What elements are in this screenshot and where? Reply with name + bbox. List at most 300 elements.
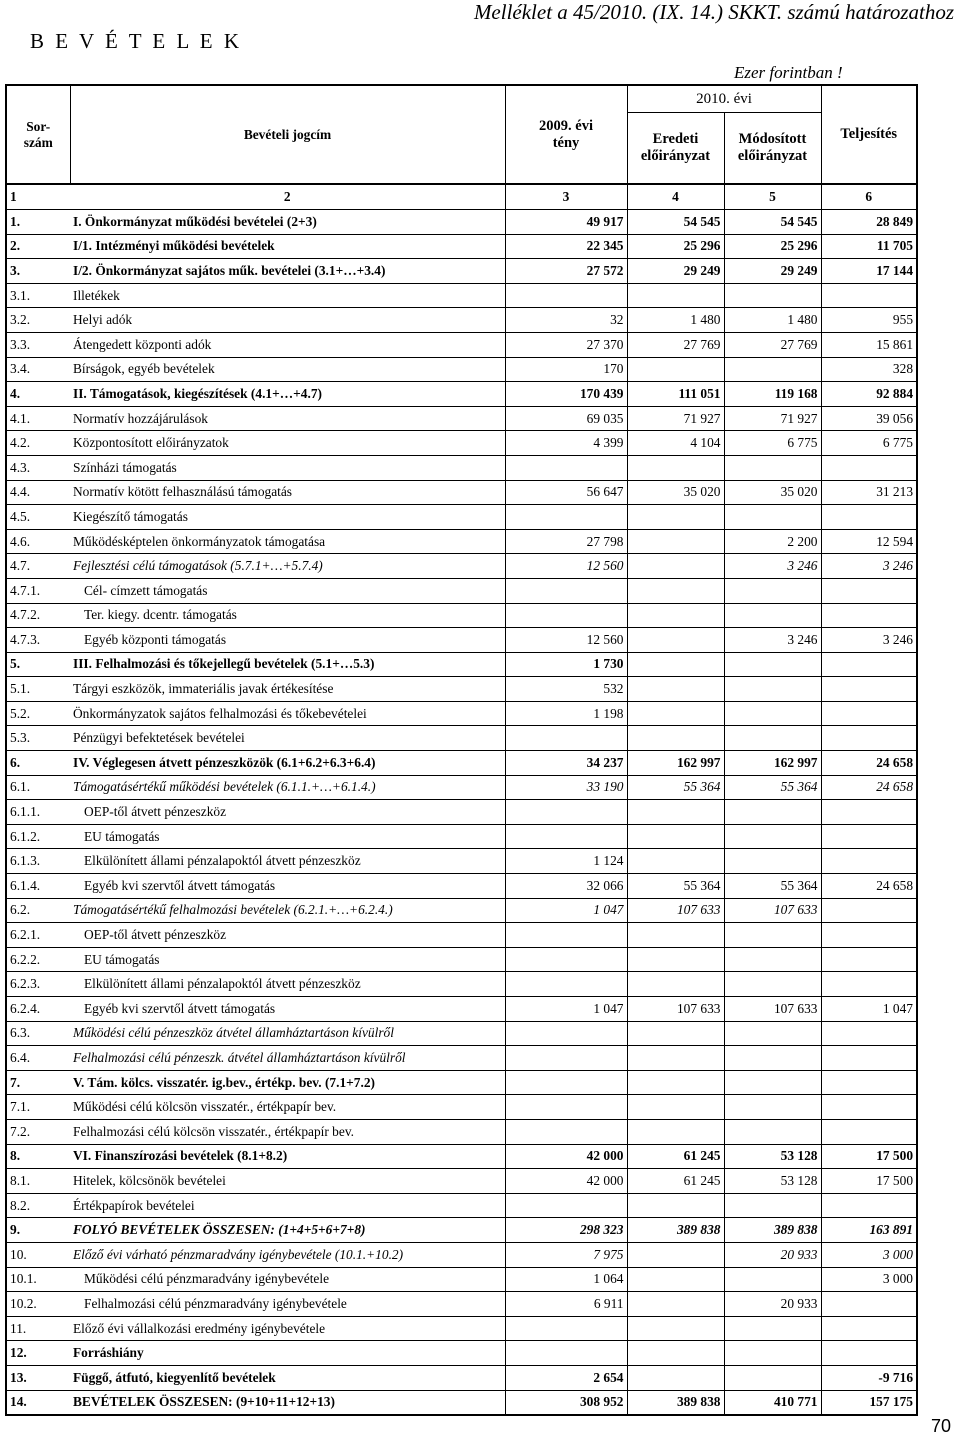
row-number: 5.1. bbox=[6, 677, 70, 702]
value-modified-budget: 1 480 bbox=[724, 308, 821, 333]
value-original-budget bbox=[627, 1046, 724, 1071]
row-number: 10. bbox=[6, 1242, 70, 1267]
value-original-budget: 389 838 bbox=[627, 1390, 724, 1415]
value-modified-budget: 29 249 bbox=[724, 259, 821, 284]
row-label: I. Önkormányzat működési bevételei (2+3) bbox=[70, 210, 505, 235]
value-performance: 3 000 bbox=[821, 1242, 917, 1267]
row-label: Működési célú kölcsön visszatér., értékpapír bev. bbox=[70, 1095, 505, 1120]
row-number: 11. bbox=[6, 1316, 70, 1341]
value-modified-budget bbox=[724, 578, 821, 603]
value-original-budget bbox=[627, 505, 724, 530]
value-original-budget bbox=[627, 1021, 724, 1046]
value-modified-budget bbox=[724, 726, 821, 751]
value-2009-actual: 532 bbox=[505, 677, 627, 702]
row-label: Felhalmozási célú pénzmaradvány igénybevétele bbox=[70, 1292, 505, 1317]
row-label: IV. Véglegesen átvett pénzeszközök (6.1+6.2+6.3+6.4) bbox=[70, 751, 505, 776]
value-performance: 17 500 bbox=[821, 1144, 917, 1169]
col-no-header: Sor- szám bbox=[6, 85, 70, 184]
value-modified-budget: 54 545 bbox=[724, 210, 821, 235]
row-number: 6.2.2. bbox=[6, 947, 70, 972]
value-performance: 24 658 bbox=[821, 874, 917, 899]
value-modified-budget: 6 775 bbox=[724, 431, 821, 456]
value-2009-actual: 32 066 bbox=[505, 874, 627, 899]
table-row bbox=[6, 824, 917, 849]
value-original-budget bbox=[627, 800, 724, 825]
value-2009-actual: 56 647 bbox=[505, 480, 627, 505]
row-number: 7.1. bbox=[6, 1095, 70, 1120]
value-original-budget bbox=[627, 726, 724, 751]
value-2009-actual: 34 237 bbox=[505, 751, 627, 776]
table-row bbox=[6, 603, 917, 628]
row-number: 7. bbox=[6, 1070, 70, 1095]
value-2009-actual: 27 572 bbox=[505, 259, 627, 284]
value-modified-budget: 25 296 bbox=[724, 234, 821, 259]
row-number: 6.2.1. bbox=[6, 923, 70, 948]
value-original-budget bbox=[627, 283, 724, 308]
row-number: 12. bbox=[6, 1341, 70, 1366]
value-2009-actual bbox=[505, 1095, 627, 1120]
row-number: 8.1. bbox=[6, 1169, 70, 1194]
value-performance bbox=[821, 1046, 917, 1071]
value-original-budget bbox=[627, 849, 724, 874]
value-2009-actual: 22 345 bbox=[505, 234, 627, 259]
value-2009-actual: 42 000 bbox=[505, 1144, 627, 1169]
value-2009-actual bbox=[505, 1193, 627, 1218]
value-2009-actual bbox=[505, 972, 627, 997]
value-modified-budget bbox=[724, 357, 821, 382]
row-label: Elkülönített állami pénzalapoktól átvett pénzeszköz bbox=[70, 849, 505, 874]
table-row bbox=[6, 751, 917, 776]
value-2009-actual: 12 560 bbox=[505, 628, 627, 653]
table-row bbox=[6, 505, 917, 530]
value-original-budget bbox=[627, 1193, 724, 1218]
col-2009-header: 2009. évi tény bbox=[505, 85, 627, 184]
value-2009-actual: 1 064 bbox=[505, 1267, 627, 1292]
value-2009-actual bbox=[505, 1316, 627, 1341]
row-number: 6.4. bbox=[6, 1046, 70, 1071]
value-2009-actual bbox=[505, 578, 627, 603]
value-2009-actual: 2 654 bbox=[505, 1365, 627, 1390]
annex-reference: Melléklet a 45/2010. (IX. 14.) SKKT. számú határozathoz bbox=[473, 0, 954, 24]
row-number: 3.2. bbox=[6, 308, 70, 333]
value-2009-actual: 7 975 bbox=[505, 1242, 627, 1267]
row-number: 5. bbox=[6, 652, 70, 677]
value-2009-actual: 4 399 bbox=[505, 431, 627, 456]
value-performance bbox=[821, 283, 917, 308]
table-row bbox=[6, 308, 917, 333]
table-row bbox=[6, 701, 917, 726]
table-row bbox=[6, 800, 917, 825]
table-row bbox=[6, 1365, 917, 1390]
value-performance bbox=[821, 1341, 917, 1366]
value-modified-budget bbox=[724, 1021, 821, 1046]
value-performance: -9 716 bbox=[821, 1365, 917, 1390]
row-label: Függő, átfutó, kiegyenlítő bevételek bbox=[70, 1365, 505, 1390]
value-modified-budget: 27 769 bbox=[724, 332, 821, 357]
value-2009-actual bbox=[505, 505, 627, 530]
value-performance: 328 bbox=[821, 357, 917, 382]
value-modified-budget bbox=[724, 849, 821, 874]
value-2009-actual: 170 439 bbox=[505, 382, 627, 407]
value-original-budget: 27 769 bbox=[627, 332, 724, 357]
table-row bbox=[6, 947, 917, 972]
value-2009-actual: 1 047 bbox=[505, 997, 627, 1022]
table-row bbox=[6, 480, 917, 505]
value-original-budget bbox=[627, 701, 724, 726]
value-modified-budget: 20 933 bbox=[724, 1292, 821, 1317]
value-performance bbox=[821, 1095, 917, 1120]
value-modified-budget bbox=[724, 824, 821, 849]
value-2009-actual bbox=[505, 726, 627, 751]
value-2009-actual: 1 124 bbox=[505, 849, 627, 874]
row-number: 4.7.1. bbox=[6, 578, 70, 603]
value-modified-budget: 3 246 bbox=[724, 628, 821, 653]
row-label: Színházi támogatás bbox=[70, 455, 505, 480]
table-row bbox=[6, 1292, 917, 1317]
value-original-budget: 389 838 bbox=[627, 1218, 724, 1243]
value-original-budget: 61 245 bbox=[627, 1169, 724, 1194]
value-original-budget: 25 296 bbox=[627, 234, 724, 259]
row-number: 6.1.4. bbox=[6, 874, 70, 899]
row-number: 5.2. bbox=[6, 701, 70, 726]
revenue-table bbox=[5, 62, 918, 1416]
table-row bbox=[6, 1046, 917, 1071]
table-row bbox=[6, 898, 917, 923]
row-number: 1. bbox=[6, 210, 70, 235]
row-label: Központosított előirányzatok bbox=[70, 431, 505, 456]
value-original-budget bbox=[627, 554, 724, 579]
row-number: 6.3. bbox=[6, 1021, 70, 1046]
value-2009-actual: 1 047 bbox=[505, 898, 627, 923]
value-performance bbox=[821, 726, 917, 751]
value-2009-actual: 27 370 bbox=[505, 332, 627, 357]
value-modified-budget: 3 246 bbox=[724, 554, 821, 579]
value-original-budget: 1 480 bbox=[627, 308, 724, 333]
header-row-year bbox=[6, 85, 917, 113]
value-modified-budget bbox=[724, 283, 821, 308]
value-original-budget bbox=[627, 923, 724, 948]
row-label: Normatív hozzájárulások bbox=[70, 406, 505, 431]
value-performance bbox=[821, 849, 917, 874]
row-number: 6.1.2. bbox=[6, 824, 70, 849]
table-row bbox=[6, 652, 917, 677]
row-label: OEP-től átvett pénzeszköz bbox=[70, 800, 505, 825]
value-original-budget bbox=[627, 1095, 724, 1120]
row-label: Egyéb kvi szervtől átvett támogatás bbox=[70, 874, 505, 899]
col-number: 1 bbox=[6, 184, 70, 210]
row-label: Felhalmozási célú pénzeszk. átvétel államháztartáson kívülről bbox=[70, 1046, 505, 1071]
row-label: Egyéb kvi szervtől átvett támogatás bbox=[70, 997, 505, 1022]
unit-label: Ezer forintban ! bbox=[724, 62, 917, 85]
table-row bbox=[6, 234, 917, 259]
value-2009-actual bbox=[505, 800, 627, 825]
value-original-budget bbox=[627, 824, 724, 849]
value-original-budget: 54 545 bbox=[627, 210, 724, 235]
row-label: FOLYÓ BEVÉTELEK ÖSSZESEN: (1+4+5+6+7+8) bbox=[70, 1218, 505, 1243]
value-2009-actual: 1 198 bbox=[505, 701, 627, 726]
row-label: Illetékek bbox=[70, 283, 505, 308]
col-actual-header: Teljesítés bbox=[821, 85, 917, 184]
value-original-budget bbox=[627, 1316, 724, 1341]
row-number: 8.2. bbox=[6, 1193, 70, 1218]
table-row bbox=[6, 431, 917, 456]
row-label: Előző évi vállalkozási eredmény igénybevétele bbox=[70, 1316, 505, 1341]
row-label: BEVÉTELEK ÖSSZESEN: (9+10+11+12+13) bbox=[70, 1390, 505, 1415]
column-number-row bbox=[6, 184, 917, 210]
value-performance: 11 705 bbox=[821, 234, 917, 259]
value-modified-budget: 53 128 bbox=[724, 1144, 821, 1169]
value-modified-budget bbox=[724, 800, 821, 825]
value-original-budget bbox=[627, 972, 724, 997]
col-number: 3 bbox=[505, 184, 627, 210]
table-row bbox=[6, 972, 917, 997]
value-2009-actual: 27 798 bbox=[505, 529, 627, 554]
value-performance: 157 175 bbox=[821, 1390, 917, 1415]
value-original-budget: 71 927 bbox=[627, 406, 724, 431]
col-name-header: Bevételi jogcím bbox=[70, 85, 505, 184]
value-modified-budget: 107 633 bbox=[724, 997, 821, 1022]
row-label: I/2. Önkormányzat sajátos műk. bevételei (3.1+…+3.4) bbox=[70, 259, 505, 284]
value-original-budget bbox=[627, 529, 724, 554]
value-performance: 1 047 bbox=[821, 997, 917, 1022]
col-original-header: Eredeti előirányzat bbox=[627, 113, 724, 185]
row-number: 5.3. bbox=[6, 726, 70, 751]
value-original-budget bbox=[627, 1341, 724, 1366]
value-original-budget: 107 633 bbox=[627, 898, 724, 923]
row-label: V. Tám. kölcs. visszatér. ig.bev., értékp. bev. (7.1+7.2) bbox=[70, 1070, 505, 1095]
value-original-budget bbox=[627, 677, 724, 702]
value-modified-budget bbox=[724, 505, 821, 530]
table-row bbox=[6, 1169, 917, 1194]
row-label: Működési célú pénzmaradvány igénybevétele bbox=[70, 1267, 505, 1292]
value-2009-actual: 42 000 bbox=[505, 1169, 627, 1194]
value-modified-budget bbox=[724, 972, 821, 997]
value-performance bbox=[821, 1316, 917, 1341]
value-modified-budget: 410 771 bbox=[724, 1390, 821, 1415]
row-label: Támogatásértékű működési bevételek (6.1.1.+…+6.1.4.) bbox=[70, 775, 505, 800]
col-modified-header: Módosított előirányzat bbox=[724, 113, 821, 185]
row-label: EU támogatás bbox=[70, 824, 505, 849]
value-performance: 24 658 bbox=[821, 775, 917, 800]
table-row bbox=[6, 628, 917, 653]
row-number: 6.1.1. bbox=[6, 800, 70, 825]
table-row bbox=[6, 1119, 917, 1144]
row-label: Tárgyi eszközök, immateriális javak értékesítése bbox=[70, 677, 505, 702]
row-number: 3.3. bbox=[6, 332, 70, 357]
value-modified-budget bbox=[724, 1095, 821, 1120]
value-2009-actual: 12 560 bbox=[505, 554, 627, 579]
row-label: Előző évi várható pénzmaradvány igénybevétele (10.1.+10.2) bbox=[70, 1242, 505, 1267]
value-modified-budget: 389 838 bbox=[724, 1218, 821, 1243]
table-row bbox=[6, 406, 917, 431]
row-number: 7.2. bbox=[6, 1119, 70, 1144]
row-label: Támogatásértékű felhalmozási bevételek (6.2.1.+…+6.2.4.) bbox=[70, 898, 505, 923]
value-2009-actual: 69 035 bbox=[505, 406, 627, 431]
row-number: 4.4. bbox=[6, 480, 70, 505]
value-original-budget: 107 633 bbox=[627, 997, 724, 1022]
value-modified-budget: 2 200 bbox=[724, 529, 821, 554]
table-row bbox=[6, 997, 917, 1022]
value-2009-actual bbox=[505, 1046, 627, 1071]
table-row bbox=[6, 1070, 917, 1095]
value-modified-budget bbox=[724, 603, 821, 628]
table-row bbox=[6, 357, 917, 382]
table-row bbox=[6, 332, 917, 357]
value-modified-budget bbox=[724, 1119, 821, 1144]
value-performance bbox=[821, 1021, 917, 1046]
value-original-budget: 111 051 bbox=[627, 382, 724, 407]
table-row bbox=[6, 849, 917, 874]
row-number: 4.7.3. bbox=[6, 628, 70, 653]
value-performance bbox=[821, 824, 917, 849]
value-performance bbox=[821, 947, 917, 972]
table-row bbox=[6, 554, 917, 579]
row-label: I/1. Intézményi működési bevételek bbox=[70, 234, 505, 259]
value-performance: 39 056 bbox=[821, 406, 917, 431]
value-performance: 3 246 bbox=[821, 628, 917, 653]
value-performance: 12 594 bbox=[821, 529, 917, 554]
row-label: Értékpapírok bevételei bbox=[70, 1193, 505, 1218]
row-number: 4.1. bbox=[6, 406, 70, 431]
page-title: B E V É T E L E K bbox=[30, 29, 243, 53]
row-label: III. Felhalmozási és tőkejellegű bevételek (5.1+…5.3) bbox=[70, 652, 505, 677]
value-performance: 24 658 bbox=[821, 751, 917, 776]
row-label: Cél- címzett támogatás bbox=[70, 578, 505, 603]
row-number: 2. bbox=[6, 234, 70, 259]
value-performance: 955 bbox=[821, 308, 917, 333]
value-2009-actual: 170 bbox=[505, 357, 627, 382]
value-2009-actual bbox=[505, 923, 627, 948]
row-number: 14. bbox=[6, 1390, 70, 1415]
table-row bbox=[6, 578, 917, 603]
value-modified-budget bbox=[724, 1046, 821, 1071]
value-original-budget: 35 020 bbox=[627, 480, 724, 505]
row-label: Átengedett központi adók bbox=[70, 332, 505, 357]
value-modified-budget bbox=[724, 1193, 821, 1218]
table-row bbox=[6, 1144, 917, 1169]
value-modified-budget bbox=[724, 455, 821, 480]
row-number: 10.1. bbox=[6, 1267, 70, 1292]
value-modified-budget bbox=[724, 1267, 821, 1292]
page-number: 70 bbox=[930, 1416, 951, 1436]
row-label: Bírságok, egyéb bevételek bbox=[70, 357, 505, 382]
value-modified-budget bbox=[724, 947, 821, 972]
table-row bbox=[6, 1095, 917, 1120]
row-label: II. Támogatások, kiegészítések (4.1+…+4.7) bbox=[70, 382, 505, 407]
value-performance: 28 849 bbox=[821, 210, 917, 235]
value-performance: 92 884 bbox=[821, 382, 917, 407]
value-modified-budget: 53 128 bbox=[724, 1169, 821, 1194]
value-performance bbox=[821, 677, 917, 702]
row-number: 3.1. bbox=[6, 283, 70, 308]
row-number: 9. bbox=[6, 1218, 70, 1243]
value-2009-actual bbox=[505, 1119, 627, 1144]
value-original-budget bbox=[627, 1267, 724, 1292]
value-original-budget bbox=[627, 1365, 724, 1390]
col-number: 2 bbox=[70, 184, 505, 210]
value-2009-actual: 298 323 bbox=[505, 1218, 627, 1243]
table-row bbox=[6, 1242, 917, 1267]
value-2009-actual bbox=[505, 455, 627, 480]
table-row bbox=[6, 775, 917, 800]
row-number: 4.3. bbox=[6, 455, 70, 480]
row-label: Elkülönített állami pénzalapoktól átvett pénzeszköz bbox=[70, 972, 505, 997]
value-2009-actual: 6 911 bbox=[505, 1292, 627, 1317]
value-2009-actual: 32 bbox=[505, 308, 627, 333]
table-row bbox=[6, 382, 917, 407]
value-original-budget bbox=[627, 603, 724, 628]
value-performance bbox=[821, 1070, 917, 1095]
table-row bbox=[6, 1193, 917, 1218]
row-number: 6.1.3. bbox=[6, 849, 70, 874]
value-modified-budget: 55 364 bbox=[724, 775, 821, 800]
row-number: 3. bbox=[6, 259, 70, 284]
value-modified-budget bbox=[724, 1341, 821, 1366]
value-2009-actual bbox=[505, 283, 627, 308]
row-number: 3.4. bbox=[6, 357, 70, 382]
value-original-budget: 162 997 bbox=[627, 751, 724, 776]
table-row bbox=[6, 677, 917, 702]
row-number: 4.6. bbox=[6, 529, 70, 554]
row-label: Egyéb központi támogatás bbox=[70, 628, 505, 653]
row-label: Hitelek, kölcsönök bevételei bbox=[70, 1169, 505, 1194]
row-label: Működésképtelen önkormányzatok támogatása bbox=[70, 529, 505, 554]
value-original-budget bbox=[627, 628, 724, 653]
value-performance bbox=[821, 972, 917, 997]
value-modified-budget: 71 927 bbox=[724, 406, 821, 431]
row-label: Forráshiány bbox=[70, 1341, 505, 1366]
value-modified-budget: 162 997 bbox=[724, 751, 821, 776]
table-row bbox=[6, 529, 917, 554]
value-performance: 6 775 bbox=[821, 431, 917, 456]
row-number: 6.2.3. bbox=[6, 972, 70, 997]
value-performance: 17 500 bbox=[821, 1169, 917, 1194]
row-label: EU támogatás bbox=[70, 947, 505, 972]
value-performance bbox=[821, 505, 917, 530]
value-modified-budget: 119 168 bbox=[724, 382, 821, 407]
value-original-budget bbox=[627, 455, 724, 480]
value-performance bbox=[821, 578, 917, 603]
row-number: 6.2. bbox=[6, 898, 70, 923]
value-performance: 15 861 bbox=[821, 332, 917, 357]
value-modified-budget bbox=[724, 1365, 821, 1390]
col-number: 4 bbox=[627, 184, 724, 210]
col-number: 6 bbox=[821, 184, 917, 210]
value-modified-budget bbox=[724, 1316, 821, 1341]
row-number: 4.5. bbox=[6, 505, 70, 530]
row-label: VI. Finanszírozási bevételek (8.1+8.2) bbox=[70, 1144, 505, 1169]
col-number: 5 bbox=[724, 184, 821, 210]
value-original-budget bbox=[627, 1070, 724, 1095]
row-number: 13. bbox=[6, 1365, 70, 1390]
value-performance bbox=[821, 923, 917, 948]
value-original-budget bbox=[627, 947, 724, 972]
value-original-budget: 55 364 bbox=[627, 775, 724, 800]
value-2009-actual: 1 730 bbox=[505, 652, 627, 677]
value-modified-budget: 55 364 bbox=[724, 874, 821, 899]
value-original-budget bbox=[627, 652, 724, 677]
table-row bbox=[6, 455, 917, 480]
value-modified-budget: 107 633 bbox=[724, 898, 821, 923]
value-modified-budget bbox=[724, 652, 821, 677]
value-performance bbox=[821, 603, 917, 628]
row-label: Felhalmozási célú kölcsön visszatér., értékpapír bev. bbox=[70, 1119, 505, 1144]
value-2009-actual bbox=[505, 603, 627, 628]
value-original-budget: 29 249 bbox=[627, 259, 724, 284]
value-original-budget bbox=[627, 578, 724, 603]
value-performance bbox=[821, 701, 917, 726]
value-2009-actual bbox=[505, 1021, 627, 1046]
